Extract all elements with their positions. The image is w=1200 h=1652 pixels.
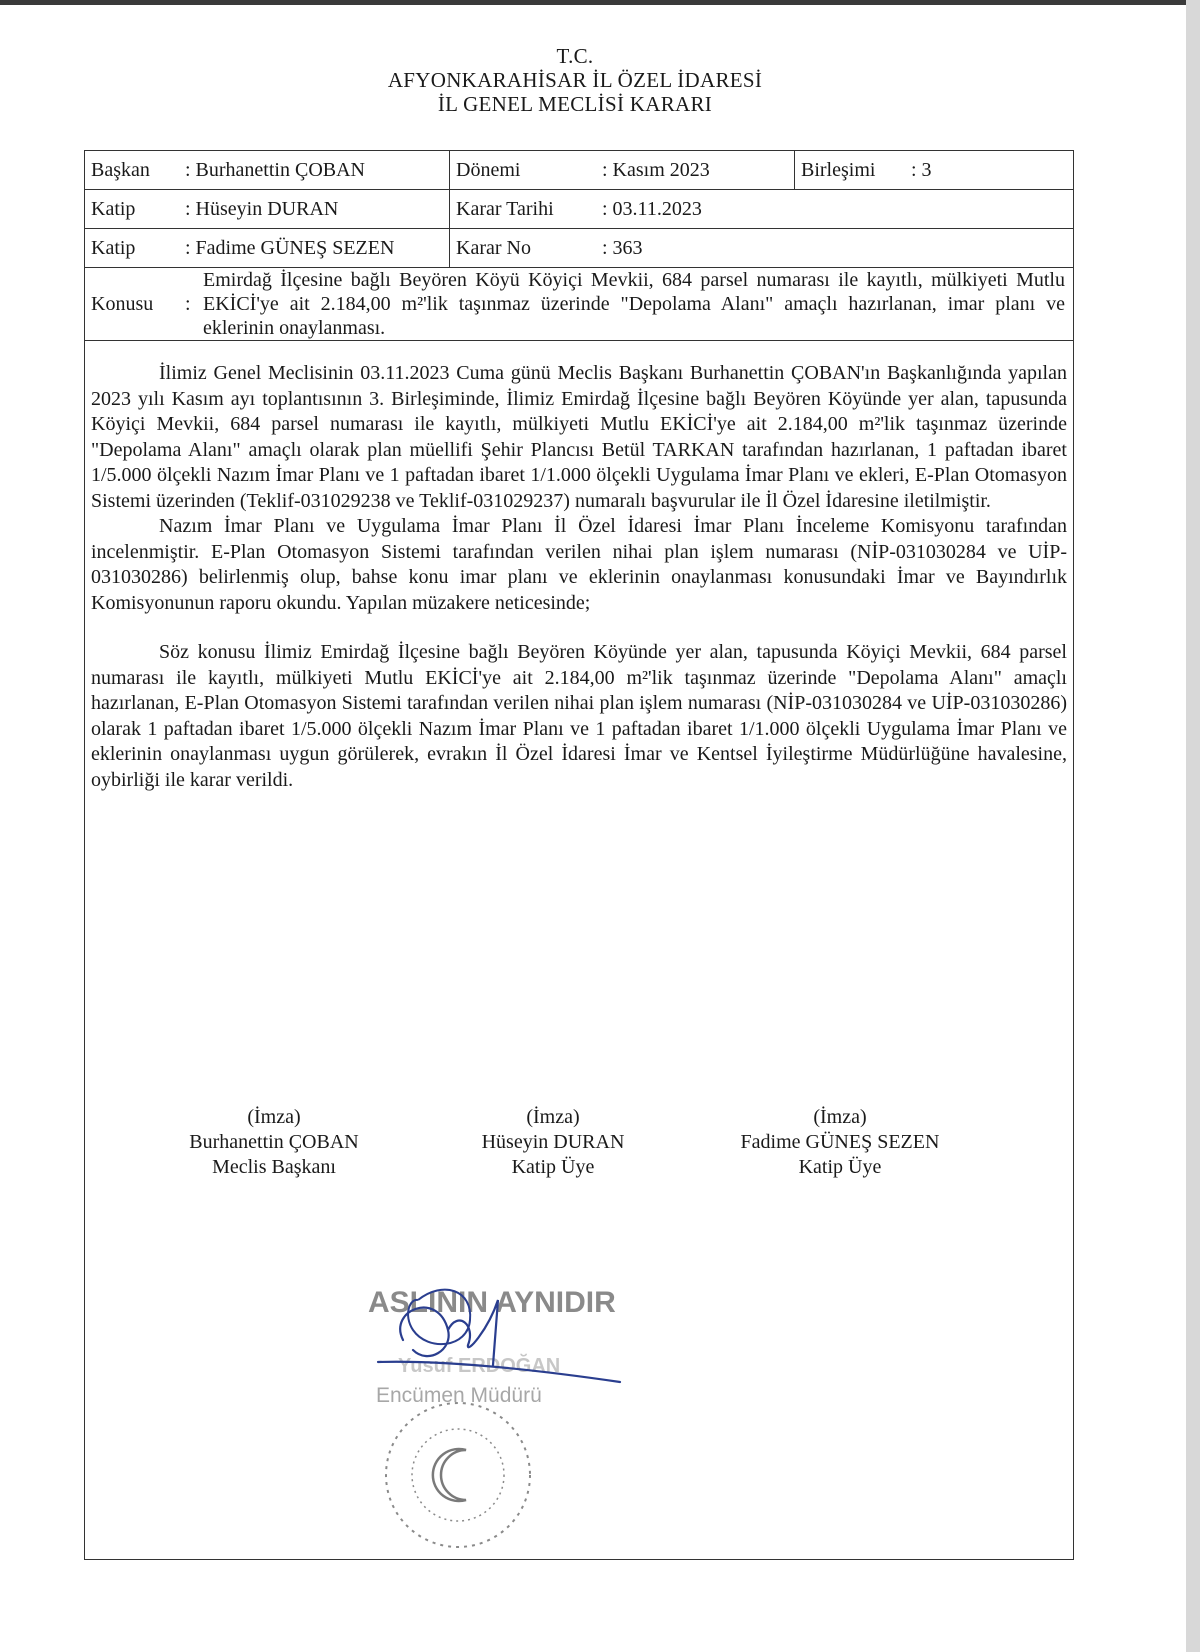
birlesimi-value: : 3 (911, 158, 932, 181)
karar-tarihi-label: Karar Tarihi (456, 197, 554, 220)
signature-clerk-1 (403, 1105, 703, 1180)
signature-imza: (İmza) (813, 1106, 867, 1128)
meta-row-2 (85, 190, 1073, 229)
konusu-colon: : (185, 292, 191, 315)
round-seal-inner (412, 1429, 504, 1521)
body-paragraph-3: Söz konusu İlimiz Emirdağ İlçesine bağlı Beyören Köyünde yer alan, tapusunda Köyiçi Mevkii, 684 parsel numarası ile kayıtlı, mülkiyeti Mutlu EKİCİ'ye ait 2.184,00 m²'lik taşınmaz üzerinde "Depolama Alanı" amaçlı hazırlanan, E-Plan Otomasyon Sistemi tarafından verilen nihai plan işlem numarası (NİP-031030284 ve UİP-031030286) olarak 1 paftadan ibaret 1/5.000 ölçekli Nazım İmar Planı ve 1 paftadan ibaret 1/1.000 ölçekli Uygulama İmar Planı ve eklerinin onaylanması uygun görülerek, evrakın İl Özel İdaresi İmar ve Kentsel İyileştirme Müdürlüğüne havalesine, oybirliği ile karar verildi. (91, 641, 1067, 791)
header-tc: T.C. (556, 44, 594, 68)
katip1-label: Katip (91, 197, 136, 220)
document-header (0, 44, 1150, 116)
katip1-value: : Hüseyin DURAN (185, 197, 339, 220)
baskan-cell (85, 151, 450, 190)
signature-title: Katip Üye (511, 1156, 595, 1178)
scan-edge-top (0, 0, 1200, 5)
true-copy-stamp (358, 1270, 638, 1550)
signature-title: Katip Üye (798, 1156, 882, 1178)
karar-no-value: : 363 (602, 236, 643, 259)
signature-imza: (İmza) (526, 1106, 580, 1128)
crescent-icon (433, 1449, 466, 1501)
signature-name: Fadime GÜNEŞ SEZEN (740, 1131, 940, 1153)
meta-row-1 (85, 151, 1073, 190)
baskan-value: : Burhanettin ÇOBAN (185, 158, 365, 181)
donemi-value: : Kasım 2023 (602, 158, 710, 181)
stamp-true-copy-text: ASLININ AYNIDIR (368, 1286, 616, 1319)
header-institution: AFYONKARAHİSAR İL ÖZEL İDARESİ (387, 68, 763, 92)
header-title: İL GENEL MECLİSİ KARARI (437, 92, 713, 116)
signature-imza: (İmza) (247, 1106, 301, 1128)
stamp-officer-name: Yusuf ERDOĞAN (398, 1355, 561, 1377)
konusu-label: Konusu (91, 292, 154, 315)
katip2-cell (85, 229, 450, 268)
decision-body (85, 341, 1073, 793)
signature-row (0, 1105, 1150, 1185)
konusu-row (85, 268, 1073, 341)
signature-clerk-2 (690, 1105, 990, 1180)
donemi-label: Dönemi (456, 158, 521, 181)
konusu-text: Emirdağ İlçesine bağlı Beyören Köyü Köyiçi Mevkii, 684 parsel numarası ile kayıtlı, mülkiyeti Mutlu EKİCİ'ye ait 2.184,00 m²'lik taşınmaz üzerinde "Depolama Alanı" amaçlı hazırlanan, imar planı ve eklerinin onaylanması. (203, 269, 1065, 339)
karar-tarihi-value: : 03.11.2023 (602, 197, 702, 220)
body-paragraph-2: Nazım İmar Planı ve Uygulama İmar Planı İl Özel İdaresi İmar Planı İnceleme Komisyonu tarafından incelenmiştir. E-Plan Otomasyon Sistemi tarafından verilen nihai plan işlem numarası (NİP-031030284 ve UİP-031030286) belirlenmiş olup, bahse konu imar planı ve eklerinin onaylanması konusundaki İmar ve Bayındırlık Komisyonunun raporu okundu. Yapılan müzakere neticesinde; (91, 515, 1067, 614)
donemi-cell (450, 151, 795, 190)
katip2-label: Katip (91, 236, 136, 259)
karar-no-cell (450, 229, 1074, 268)
katip2-value: : Fadime GÜNEŞ SEZEN (185, 236, 395, 259)
birlesimi-label: Birleşimi (801, 158, 876, 181)
stamp-officer-title: Encümen Müdürü (376, 1384, 542, 1407)
karar-no-label: Karar No (456, 236, 531, 259)
birlesimi-cell (795, 151, 1074, 190)
signature-name: Burhanettin ÇOBAN (189, 1131, 359, 1153)
konusu-cell (85, 268, 1073, 341)
meta-row-3 (85, 229, 1073, 268)
signature-name: Hüseyin DURAN (481, 1131, 625, 1153)
meta-table (85, 151, 1073, 341)
baskan-label: Başkan (91, 158, 150, 181)
signature-title: Meclis Başkanı (212, 1156, 336, 1178)
karar-tarihi-cell (450, 190, 1074, 229)
scan-edge-right (1186, 0, 1200, 1652)
round-seal-outer (386, 1403, 530, 1547)
body-paragraph-1: İlimiz Genel Meclisinin 03.11.2023 Cuma günü Meclis Başkanı Burhanettin ÇOBAN'ın Başkanlığında yapılan 2023 yılı Kasım ayı toplantısının 3. Birleşiminde, İlimiz Emirdağ İlçesine bağlı Beyören Köyünde yer alan, tapusunda Köyiçi Mevkii, 684 parsel numarası ile kayıtlı, mülkiyeti Mutlu EKİCİ'ye ait 2.184,00 m²'lik taşınmaz üzerinde "Depolama Alanı" amaçlı olarak plan müellifi Şehir Plancısı Betül TARKAN tarafından hazırlanan, 1 paftadan ibaret 1/5.000 ölçekli Nazım İmar Planı ve 1 paftadan ibaret 1/1.000 ölçekli Uygulama İmar Planı ve ekleri, E-Plan Otomasyon Sistemi üzerinden (Teklif-031029238 ve Teklif-031029237) numaralı başvurular ile İl Özel İdaresine iletilmiştir. (91, 362, 1067, 512)
signature-chairman (124, 1105, 424, 1180)
katip1-cell (85, 190, 450, 229)
